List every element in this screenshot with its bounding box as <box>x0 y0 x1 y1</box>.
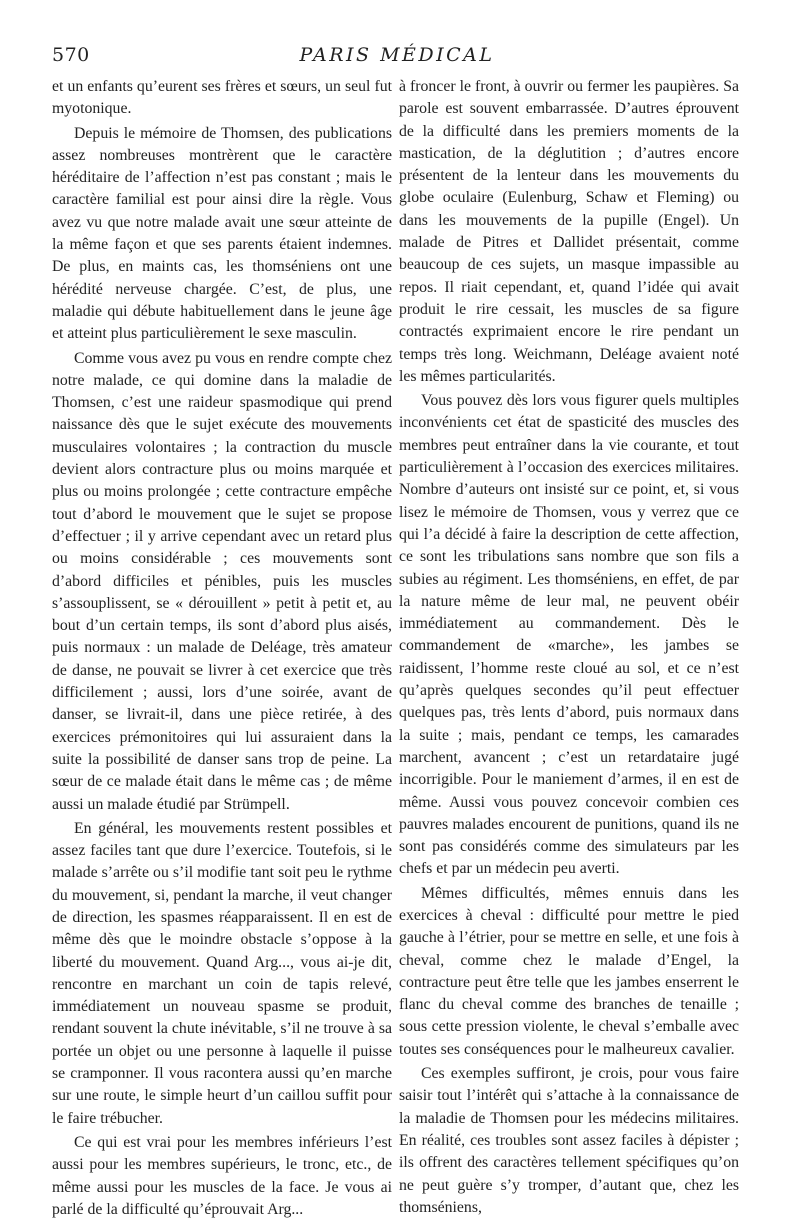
paragraph: et un enfants qu’eurent ses frères et sœurs, un seul fut myotonique. <box>52 78 392 118</box>
left-column <box>52 76 392 1221</box>
right-column <box>399 76 739 1219</box>
page-header <box>52 44 742 74</box>
paragraph: Ce qui est vrai pour les membres inférieurs l’est aussi pour les membres supérieurs, le tronc, etc., de même aussi pour les muscles de la face. Je vous ai parlé de la difficulté qu’éprouvait Arg... <box>52 1133 392 1218</box>
paragraph: Ces exemples suffiront, je crois, pour vous faire saisir tout l’intérêt qui s’attache à la connaissance de la maladie de Thomsen pour les médecins militaires. En réalité, ces troubles sont assez faciles à dépister ; ils offrent des caractères tellement spécifiques qu’on ne peut guère s’y tromper, d’autant que, chez les thomséniens, <box>399 1065 739 1216</box>
paragraph: Comme vous avez pu vous en rendre compte chez notre malade, ce qui domine dans la maladie de Thomsen, c’est une raideur spasmodique qui prend naissance dès que le sujet exécute des mouvements musculaires volontaires ; la contraction du muscle devient alors contracture plus ou moins marquée et plus ou moins prolongée ; cette contracture empêche tout d’abord le mouvement que le sujet se propose d’effectuer ; il y arrive cependant avec un retard plus ou moins considérable ; ces mouvements sont d’abord difficiles et pénibles, puis les muscles s’assouplissent, se « dérouillent » petit à petit et, au bout d’un certain temps, ils sont d’abord plus aisés, puis normaux : un malade de Deléage, très amateur de danse, ne pouvait se livrer à cet exercice que très difficilement ; aussi, lors d’une soirée, avant de danser, se livrait-il, dans une pièce retirée, à des exercices prémonitoires qui lui assuraient dans la suite la possibilité de danser sans trop de peine. La sœur de ce malade était dans le même cas ; de même aussi un malade étudié par Strümpell. <box>52 349 392 813</box>
page-number: 570 <box>52 44 90 66</box>
running-title: PARIS MÉDICAL <box>299 44 495 66</box>
paragraph: Vous pouvez dès lors vous figurer quels multiples inconvénients cet état de spasticité des muscles des membres peut entraîner dans la vie courante, et tout particulièrement à l’occasion des exercices militaires. Nombre d’auteurs ont insisté sur ce point, et, si vous lisez le mémoire de Thomsen, vous y verrez que ce qui l’a décidé à faire la description de cette affection, ce sont les tribulations sans nombre que son fils a subies au régiment. Les thomséniens, en effet, de par la nature même de leur mal, ne peuvent obéir immédiatement au commandement. Dès le commandement de «marche», les jambes se raidissent, l’homme reste cloué au sol, et ce n’est qu’après quelques secondes qu’il peut effectuer quelques pas, très lents d’abord, puis normaux dans la suite ; mais, pendant ce temps, les camarades marchent, avancent ; c’est un retardataire jugé incorrigible. Pour le maniement d’armes, il en est de même. Aussi vous pouvez concevoir combien ces pauvres malades encourent de punitions, quand ils ne sont pas considérés comme des simulateurs par les chefs et par un médecin peu averti. <box>399 392 739 878</box>
paragraph: Mêmes difficultés, mêmes ennuis dans les exercices à cheval : difficulté pour mettre le pied gauche à l’étrier, pour se mettre en selle, et une fois à cheval, comme chez le malade d’Engel, la contracture peut être telle que les jambes enserrent le flanc du cheval comme des branches de tenaille ; sous cette pression violente, le cheval s’emballe avec toutes ses conséquences pour le malheureux cavalier. <box>399 884 739 1058</box>
paragraph: Depuis le mémoire de Thomsen, des publications assez nombreuses montrèrent que le caractère héréditaire de l’affection n’est pas constant ; mais le caractère familial est pour ainsi dire la règle. Vous avez vu que notre malade avait une sœur atteinte de la même façon et que ses parents étaient indemnes. De plus, en maints cas, les thomséniens ont une hérédité nerveuse chargée. C’est, de plus, une maladie qui débute habituellement dans le jeune âge et atteint plus particulièrement le sexe masculin. <box>52 124 392 343</box>
paragraph: En général, les mouvements restent possibles et assez faciles tant que dure l’exercice. Toutefois, si le malade s’arrête ou s’il modifie tant soit peu le rythme du mouvement, si, pendant la marche, il veut changer de direction, les spasmes réapparaissent. Il en est de même dès que le moindre obstacle s’oppose à la liberté du mouvement. Quand Arg..., vous ai-je dit, rencontre en marchant un coin de tapis relevé, immédiatement un nouveau spasme se produit, rendant souvent la chute inévitable, s’il ne trouve à sa portée un objet ou une personne à laquelle il puisse se cramponner. Il vous racontera aussi qu’en marche sur une route, le simple heurt d’un caillou suffit pour le faire trébucher. <box>52 819 392 1127</box>
paragraph: à froncer le front, à ouvrir ou fermer les paupières. Sa parole est souvent embarrassée. D’autres éprouvent de la difficulté dans les premiers moments de la mastication, de la déglutition ; d’autres encore présentent de la lenteur dans les mouvements du globe oculaire (Eulenburg, Schaw et Fleming) ou dans les mouvements de la pupille (Engel). Un malade de Pitres et Dallidet présentait, comme beaucoup de ces sujets, un masque impassible au repos. Il riait cependant, et, quand l’idée qui avait produit le rire cessait, les muscles de sa figure contractés exprimaient encore le rire pendant un temps très long. Weichmann, Deléage avaient noté les mêmes particularités. <box>399 78 739 385</box>
